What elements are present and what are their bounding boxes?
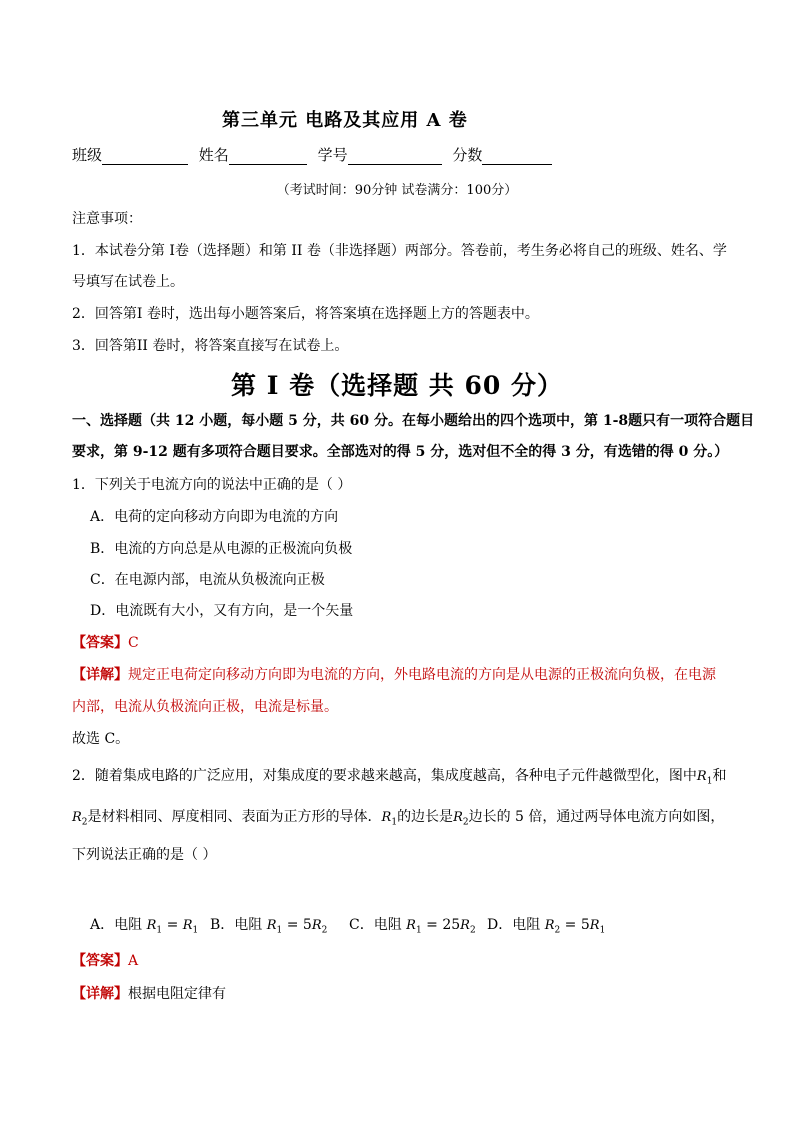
q1-option-d: D．电流既有大小，又有方向，是一个矢量 [90,603,354,619]
name-label: 姓名 [198,146,229,164]
note-1b: 号填写在试卷上。 [72,274,184,290]
answer-value: A [128,953,139,969]
r2-symbol: $R_2$ [453,810,469,828]
q2-stem-b-text3: 边长的 5 倍，通过两导体电流方向如图， [468,809,725,825]
q2-detail [72,985,226,1003]
q2-stem-b-text1: 是材料相同、厚度相同、表面为正方形的导体． [87,809,382,825]
detail-text: 规定正电荷定向移动方向即为电流的方向，外电路电流的方向是从电源的正极流向负极，在电源 [128,667,716,683]
q1-detail-a [72,666,716,684]
answer-tag: 【答案】 [72,635,128,651]
r1-symbol: $R_1$ [381,810,398,828]
q2-stem-a-text: 2．随着集成电路的广泛应用，对集成度的要求越来越高，集成度越高，各种电子元件越微型化，图中 [72,768,697,784]
class-label: 班级 [72,146,103,164]
class-blank [102,148,188,165]
q2-stem-a [72,767,726,791]
q1-answer [72,634,139,652]
q2-option-d: D．电阻 $R_2 = 5R_1$ [487,917,606,936]
id-blank [348,148,442,165]
detail-text: 根据电阻定律有 [128,986,226,1002]
r1-symbol: $R_1$ [696,769,713,787]
exam-info: （考试时间：90分钟 试卷满分：100分） [276,183,518,198]
q2-stem-a-and: 和 [712,768,727,784]
answer-value: C [128,635,139,651]
name-blank [229,148,307,165]
student-info-fields [72,144,558,165]
notes-heading: 注意事项： [72,211,142,227]
answer-tag: 【答案】 [72,953,128,969]
q1-option-b: B．电流的方向总是从电源的正极流向负极 [90,541,353,557]
note-2: 2．回答第I 卷时，选出每小题答案后，将答案填在选择题上方的答题表中。 [72,306,539,322]
score-label: 分数 [452,146,483,164]
id-label: 学号 [317,146,348,164]
section-instructions-b: 要求，第 9-12 题有多项符合题目要求。全部选对的得 5 分，选对但不全的得 3 分，有选错的得 0 分。） [72,444,729,460]
note-1a: 1．本试卷分第 I卷（选择题）和第 II 卷（非选择题）两部分。答卷前，考生务必将自己的班级、姓名、学 [72,243,727,259]
q2-option-b: B．电阻 $R_1 = 5R_2$ [210,917,328,936]
detail-tag: 【详解】 [72,667,128,683]
detail-tag: 【详解】 [72,986,128,1002]
score-blank [482,148,552,165]
q2-stem-c: 下列说法正确的是（ ） [72,847,217,863]
q2-stem-b-text2: 的边长是 [397,809,454,825]
q2-stem-b [72,808,724,832]
q1-stem: 1．下列关于电流方向的说法中正确的是（ ） [72,477,352,493]
page-title: 第三单元 电路及其应用 A 卷 [222,110,468,131]
section-title: 第 I 卷（选择题 共 60 分） [230,371,563,400]
q1-conclusion: 故选 C。 [72,731,130,747]
q2-option-a: A．电阻 $R_1 = R_1$ [90,917,199,936]
q1-detail-b: 内部，电流从负极流向正极，电流是标量。 [72,699,338,715]
q2-answer [72,952,138,970]
note-3: 3．回答第II 卷时，将答案直接写在试卷上。 [72,338,349,354]
r2-symbol: $R_2$ [72,810,88,828]
q1-option-a: A．电荷的定向移动方向即为电流的方向 [90,509,339,525]
q2-option-c: C．电阻 $R_1 = 25R_2$ [349,917,476,936]
q1-option-c: C．在电源内部，电流从负极流向正极 [90,572,325,588]
section-instructions-a: 一、选择题（共 12 小题，每小题 5 分，共 60 分。在每小题给出的四个选项中，第 1-8题只有一项符合题目 [72,413,755,429]
